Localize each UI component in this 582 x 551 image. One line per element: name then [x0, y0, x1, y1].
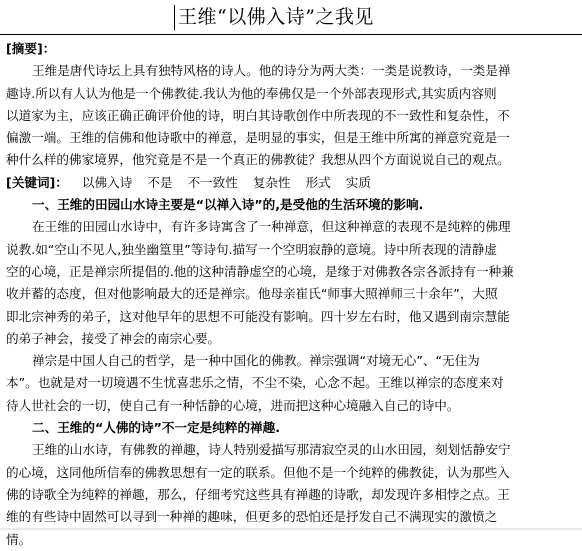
keywords-row: [6, 172, 576, 194]
keyword: 以佛入诗: [81, 174, 133, 190]
keyword: 不是: [147, 174, 173, 190]
paragraph-line: 待人世社会的一切，使自己有一种恬静的心境，进而把这种心境融入自己的诗中。: [6, 397, 460, 413]
abstract-line: 王维是唐代诗坛上具有独特风格的诗人。他的诗分为两大类：一类是说教诗，一类是禅: [32, 63, 511, 79]
section-heading: 二、王维的“人佛的诗”不一定是纯粹的禅趣.: [32, 420, 281, 436]
title-bar: [0, 0, 582, 35]
abstract-line: 趣诗.所以有人认为他是一个佛教徒.我认为他的奉佛仅是一个外部表现形式,其实质内容则: [6, 85, 497, 101]
document-body: [6, 38, 576, 551]
keyword: 形式: [305, 174, 331, 190]
keywords-label: [关键词]：: [6, 174, 68, 190]
paragraph-line: 情。: [6, 531, 32, 547]
page-bottom-edge: [0, 528, 582, 530]
keyword: 复杂性: [252, 174, 291, 190]
paragraph-line: 的弟子神会，接受了神会的南宗心要。: [6, 330, 221, 346]
paragraph-line: 的心境，这同他所信奉的佛教思想有一定的联系。但他不是一个纯粹的佛教徒，认为那些入: [6, 464, 510, 480]
abstract-line: 偏激一端。王维的信佛和他诗歌中的禅意，是明显的事实，但是王维中所寓的禅意究竟是一: [6, 130, 510, 146]
paragraph-line: 在王维的田园山水诗中，有许多诗寓含了一种禅意，但这种禅意的表现不是纯粹的佛理: [32, 219, 511, 235]
abstract-line: 种什么样的佛家境界，他究竟是不是一个真正的佛教徒？我想从四个方面说说自己的观点。: [6, 152, 510, 168]
paragraph-line: 维的有些诗中固然可以寻到一种禅的趣味，但更多的恐怕还是抒发自己不满现实的激愤之: [6, 509, 498, 525]
text-cursor: [174, 5, 175, 30]
paragraph-line: 收并蓄的态度，但对他影响最大的还是禅宗。他母亲崔氏“师事大照禅师三十余年”，大照: [6, 286, 498, 302]
paragraph-line: 佛的诗歌全为纯粹的禅趣，那么，仔细考究这些具有禅趣的诗歌，却发现许多相悖之点。王: [6, 486, 510, 502]
paragraph-line: 空的心境，正是禅宗所提倡的.他的这种清静虚空的心境，是缘于对佛教各宗各派持有一种兼: [6, 263, 514, 279]
paragraph-line: 王维的山水诗，有佛教的禅趣，诗人特别爱描写那清寂空灵的山水田园，刻划恬静安宁: [32, 442, 511, 458]
paragraph-line: 禅宗是中国人自己的哲学，是一种中国化的佛教。禅宗强调“对境无心”、“无住为: [32, 353, 480, 369]
keyword: 不一致性: [187, 174, 238, 190]
paragraph-line: 本”。也就是对一切境遇不生忧喜悲乐之情，不尘不染，心念不起。王维以禅宗的态度来对: [6, 375, 504, 391]
abstract-line: 以道家为主，应该正确正确评价他的诗，明白其诗歌创作中所表现的不一致性和复杂性，不: [6, 107, 510, 123]
section-heading: 一、王维的田园山水诗主要是“以禅入诗”的,是受他的生活环境的影响.: [32, 197, 424, 213]
abstract-label: [摘要]：: [6, 41, 56, 56]
keyword: 实质: [345, 174, 371, 190]
document-title: 王维“以佛入诗”之我见: [178, 6, 374, 28]
paragraph-line: 说教.如“空山不见人,独坐幽篁里”等诗句.描写一个空明寂静的意境。诗中所表现的清静虚: [6, 241, 498, 257]
paragraph-line: 即北宗神秀的弟子，这对他早年的思想不可能没有影响。四十岁左右时，他又遇到南宗慧能: [6, 308, 510, 324]
